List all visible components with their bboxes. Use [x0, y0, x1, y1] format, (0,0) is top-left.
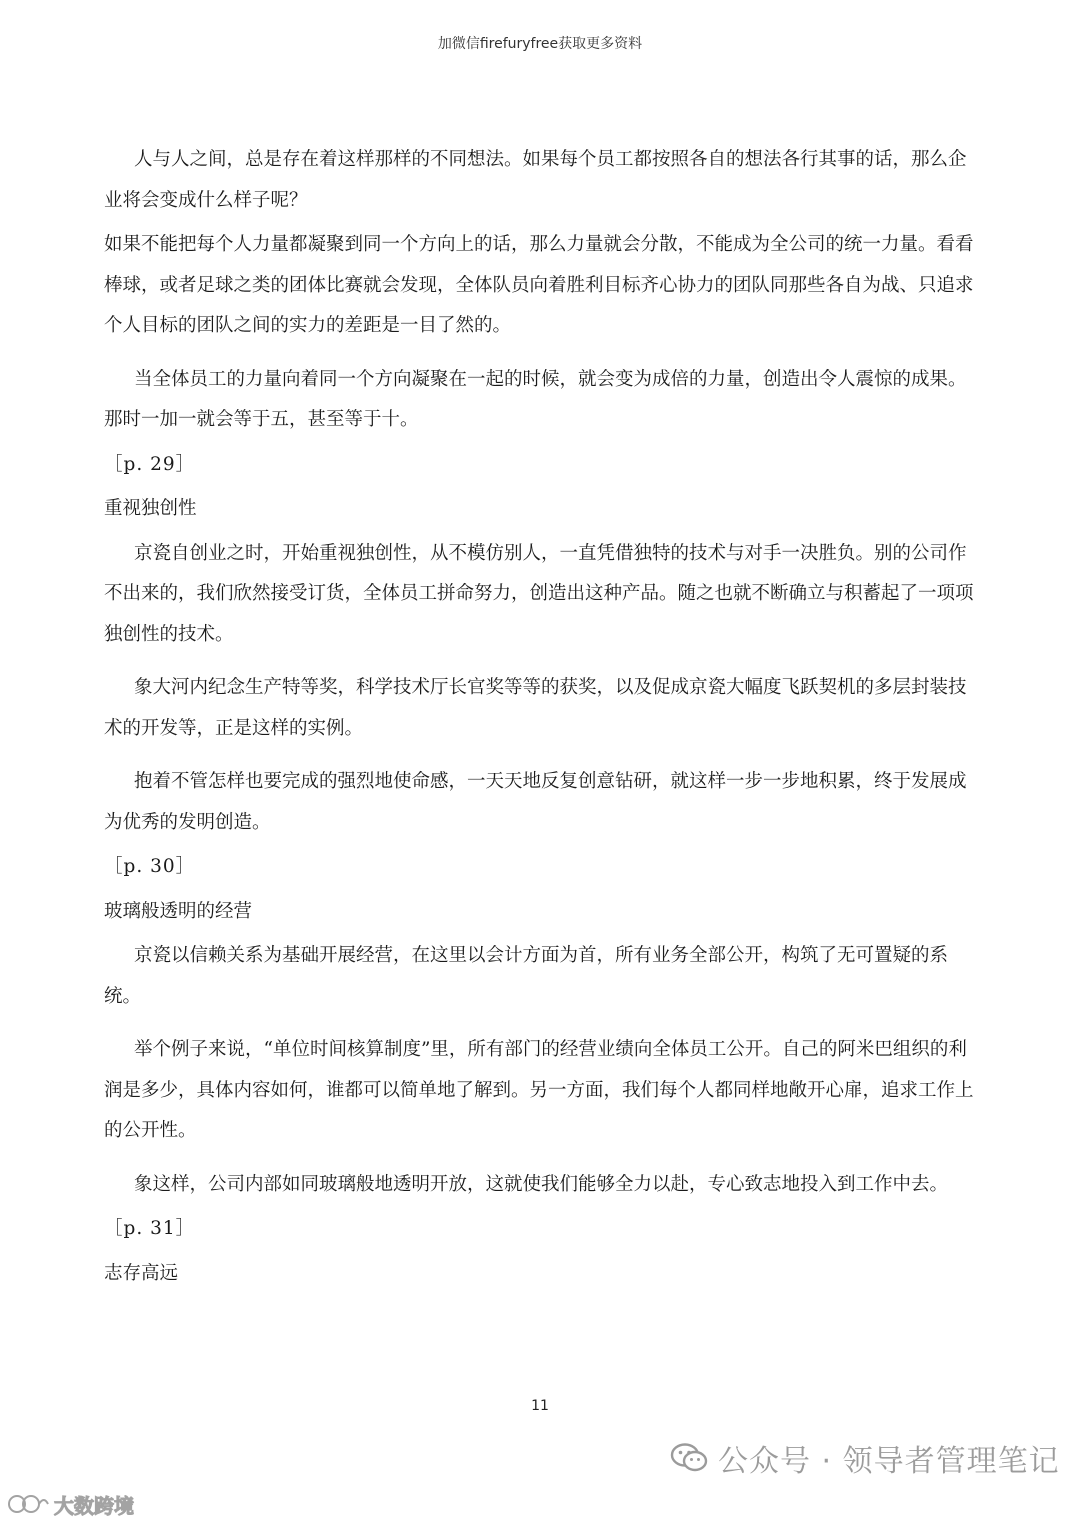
- paragraph: 京瓷自创业之时，开始重视独创性，从不模仿别人，一直凭借独特的技术与对手一决胜负。别的公司作不出来的，我们欣然接受订货，全体员工拼命努力，创造出这种产品。随之也就不断确立与积蓄起了一项项独创性的技术。: [104, 542, 974, 645]
- paragraph: 象大河内纪念生产特等奖，科学技术厅长官奖等等的获奖，以及促成京瓷大幅度飞跃契机的多层封装技术的开发等，正是这样的实例。: [104, 677, 967, 739]
- paragraph: 象这样，公司内部如同玻璃般地透明开放，这就使我们能够全力以赴，专心致志地投入到工作中去。: [134, 1173, 949, 1195]
- page-reference: ［p. 29］: [104, 453, 196, 475]
- wechat-watermark: [670, 1436, 1070, 1480]
- document-body: [104, 140, 980, 1294]
- page-reference: ［p. 31］: [104, 1218, 196, 1239]
- brand-logo-icon: [6, 1492, 50, 1516]
- paragraph: 当全体员工的力量向着同一个方向凝聚在一起的时候，就会变为成倍的力量，创造出令人震惊的成果。那时一加一就会等于五，甚至等于十。: [104, 368, 967, 430]
- section-heading: 重视独创性: [104, 498, 197, 519]
- paragraph: 人与人之间，总是存在着这样那样的不同想法。如果每个员工都按照各自的想法各行其事的话，那么企业将会变成什么样子呢？: [104, 149, 967, 211]
- paragraph: 抱着不管怎样也要完成的强烈地使命感，一天天地反复创意钻研，就这样一步一步地积累，终于发展成为优秀的发明创造。: [104, 771, 967, 833]
- brand-watermark-text: 大数跨境: [54, 1493, 134, 1518]
- section-heading: 志存高远: [104, 1262, 179, 1284]
- paragraph: 如果不能把每个人力量都凝聚到同一个方向上的话，那么力量就会分散，不能成为全公司的统一力量。看看棒球，或者足球之类的团体比赛就会发现，全体队员向着胜利目标齐心协力的团队同那些各自为战、只追求个人目标的团队之间的实力的差距是一目了然的。: [104, 234, 974, 336]
- paragraph: 举个例子来说，“单位时间核算制度”里，所有部门的经营业绩向全体员工公开。自己的阿米巴组织的利润是多少，具体内容如何，谁都可以简单地了解到。另一方面，我们每个人都同样地敞开心扉，追求工作上的公开性。: [104, 1039, 974, 1141]
- brand-watermark: [6, 1488, 134, 1520]
- wechat-watermark-text: 公众号 · 领导者管理笔记: [718, 1444, 1060, 1479]
- page-number: 11: [531, 1398, 549, 1414]
- paragraph: 京瓷以信赖关系为基础开展经营，在这里以会计方面为首，所有业务全部公开，构筑了无可置疑的系统。: [104, 945, 949, 1007]
- page-reference: ［p. 30］: [104, 856, 196, 877]
- wechat-icon: [670, 1442, 708, 1474]
- page-header: 加微信firefuryfree获取更多资料: [437, 36, 643, 52]
- section-heading: 玻璃般透明的经营: [104, 900, 253, 922]
